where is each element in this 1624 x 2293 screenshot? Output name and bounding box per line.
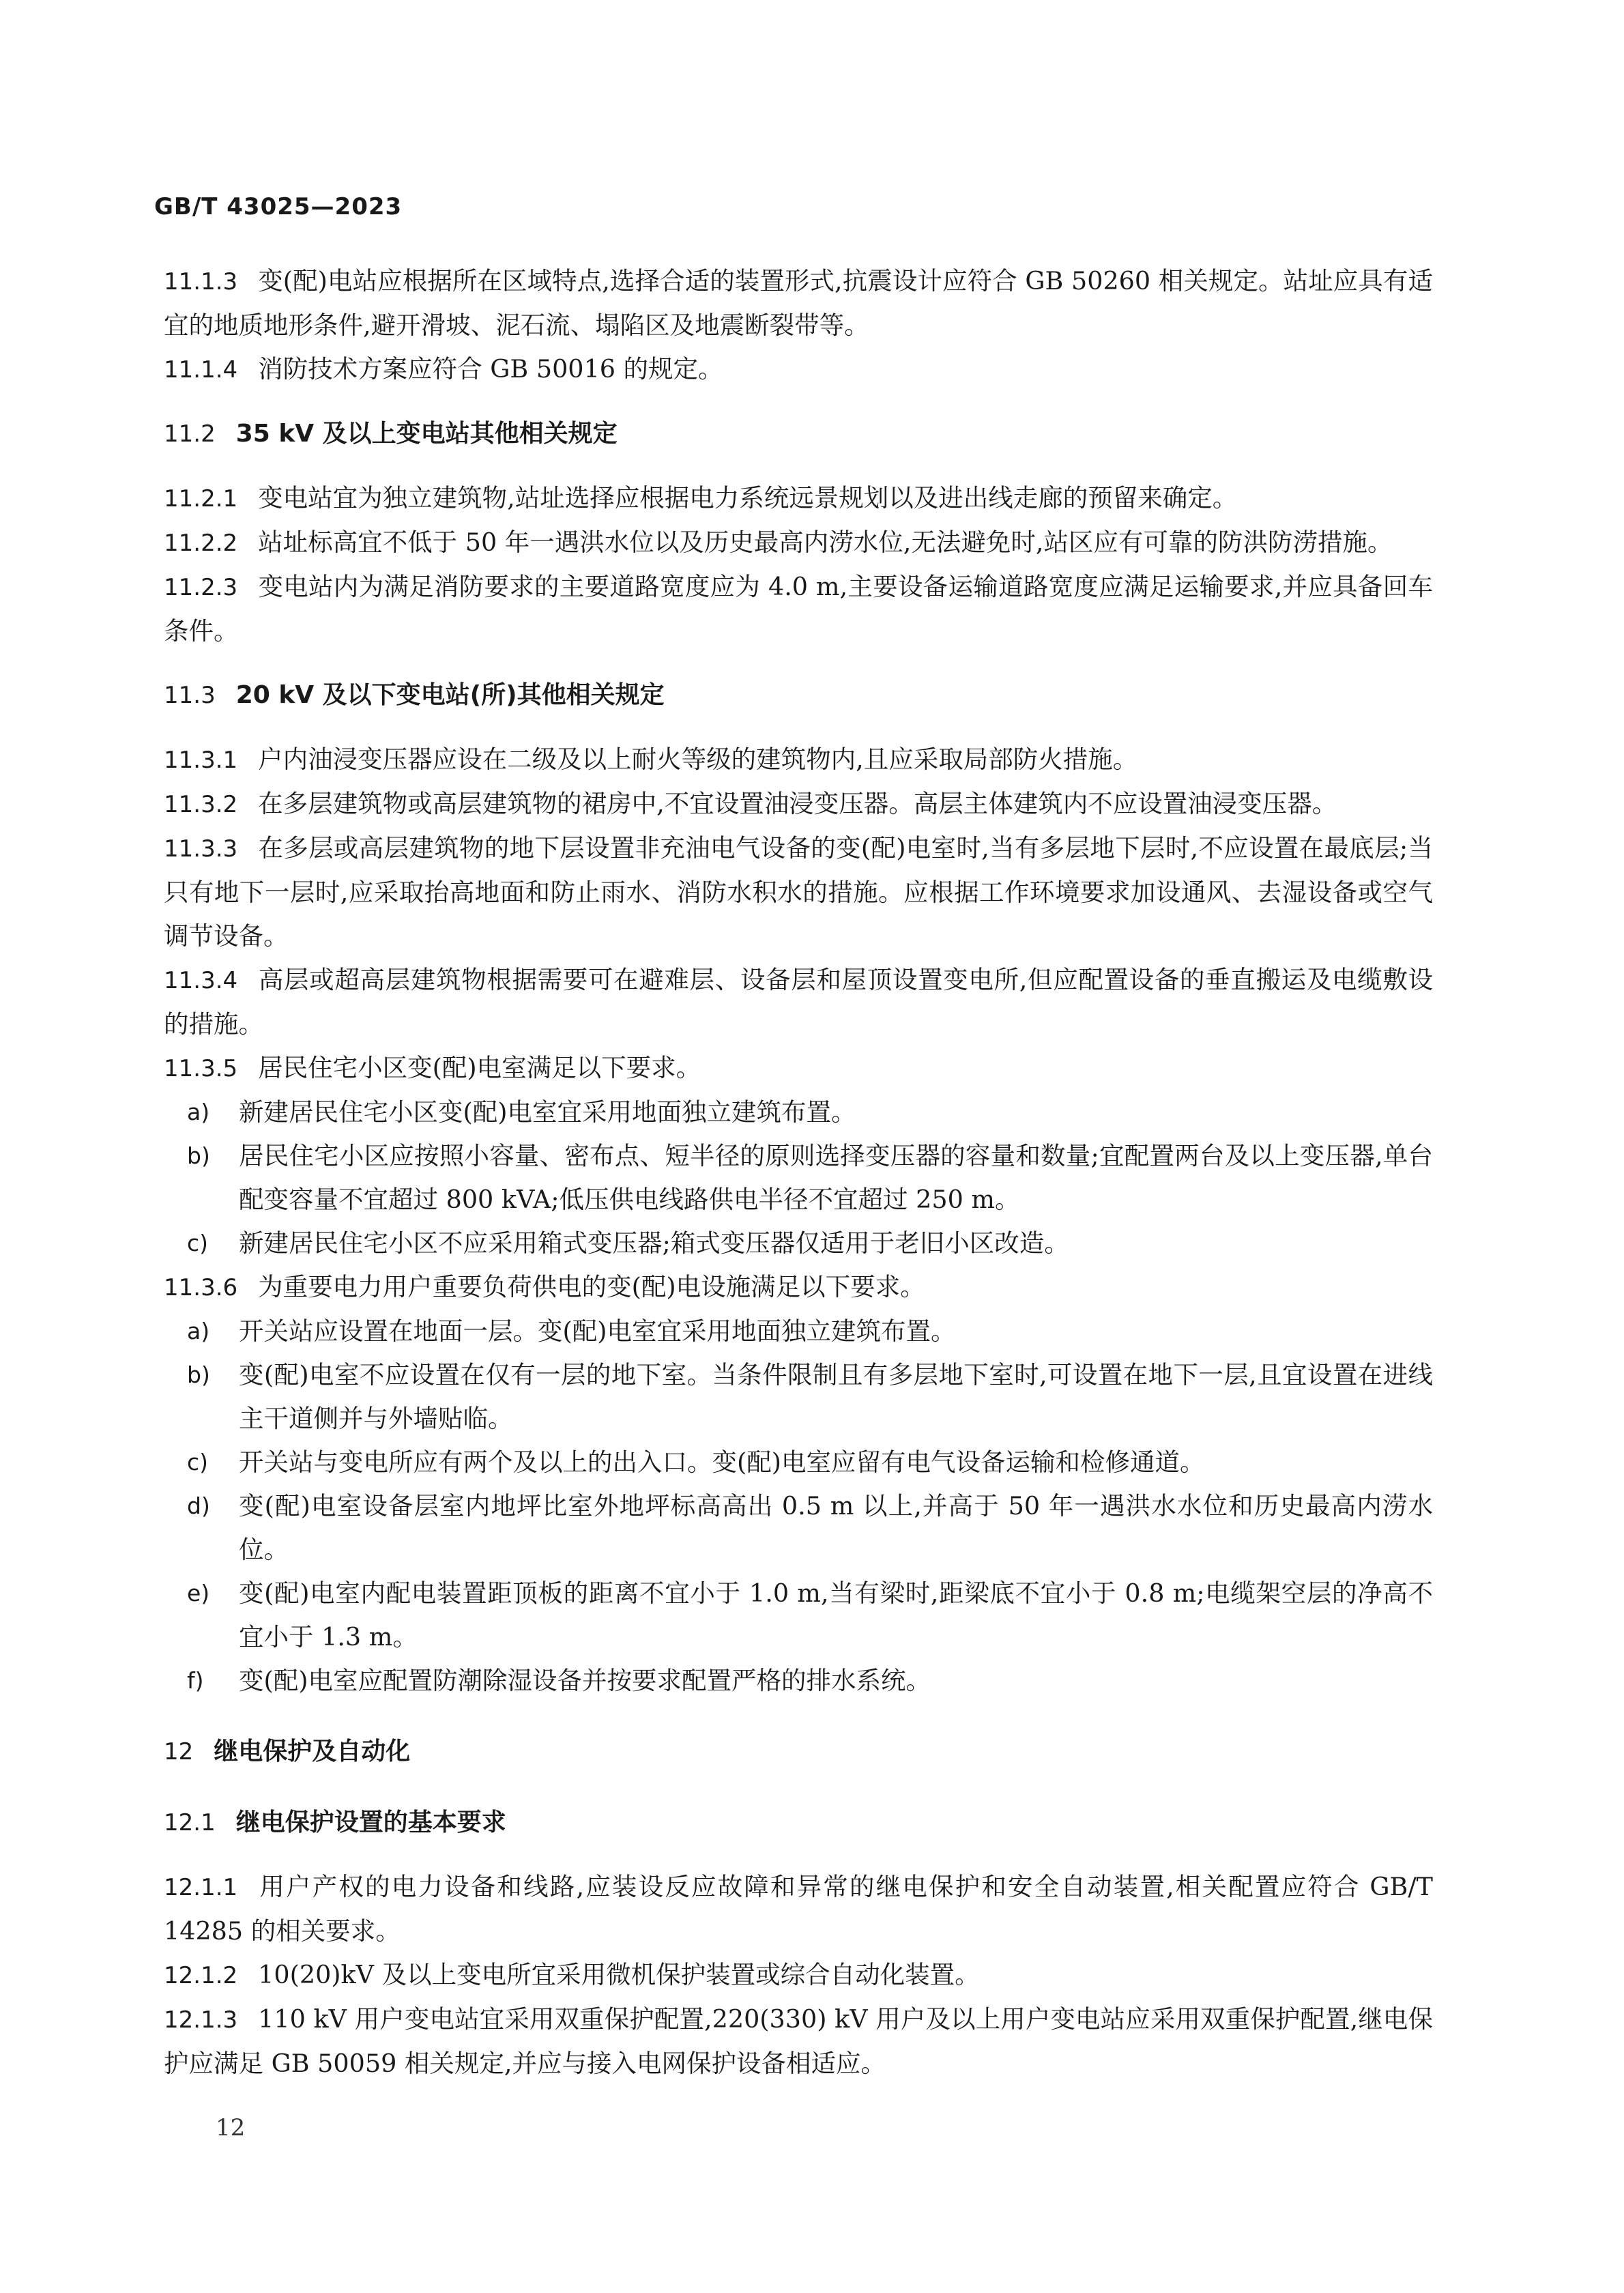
section-heading-11-2 <box>164 412 1433 456</box>
section-title: 20 kV 及以下变电站(所)其他相关规定 <box>235 681 665 709</box>
chapter-number: 12 <box>164 1738 194 1765</box>
clause-11-3-2 <box>164 782 1433 826</box>
clause-number: 11.2.2 <box>164 530 238 557</box>
list-marker: a) <box>187 1318 210 1344</box>
clause-text: 用户产权的电力设备和线路,应装设反应故障和异常的继电保护和安全自动装置,相关配置应符合 GB/T 14285 的相关要求。 <box>164 1872 1433 1946</box>
clause-text: 变(配)电站应根据所在区域特点,选择合适的装置形式,抗震设计应符合 GB 50260 相关规定。站址应具有适宜的地质地形条件,避开滑坡、泥石流、塌陷区及地震断裂带等。 <box>164 266 1433 340</box>
list-item-text: 变(配)电室不应设置在仅有一层的地下室。当条件限制且有多层地下室时,可设置在地下一层,且宜设置在进线主干道侧并与外墙贴临。 <box>239 1360 1433 1433</box>
clause-number: 12.1.1 <box>164 1874 238 1901</box>
section-number: 12.1 <box>164 1809 216 1836</box>
list-marker: e) <box>187 1580 210 1606</box>
clause-12-1-2 <box>164 1953 1433 1998</box>
section-number: 11.3 <box>164 682 216 709</box>
document-code: GB/T 43025—2023 <box>154 193 403 220</box>
clause-11-3-6 <box>164 1265 1433 1310</box>
clause-12-1-1 <box>164 1865 1433 1953</box>
list-item-text: 变(配)电室应配置防潮除湿设备并按要求配置严格的排水系统。 <box>239 1666 931 1695</box>
list-item-text: 居民住宅小区应按照小容量、密布点、短半径的原则选择变压器的容量和数量;宜配置两台及以上变压器,单台配变容量不宜超过 800 kVA;低压供电线路供电半径不宜超过 250 m。 <box>239 1141 1433 1214</box>
list-marker: d) <box>187 1492 210 1519</box>
page-content <box>164 259 1433 2086</box>
clause-text: 高层或超高层建筑物根据需要可在避难层、设备层和屋顶设置变电所,但应配置设备的垂直搬运及电缆敷设的措施。 <box>164 965 1433 1039</box>
clause-text: 站址标高宜不低于 50 年一遇洪水位以及历史最高内涝水位,无法避免时,站区应有可靠的防洪防涝措施。 <box>258 528 1393 557</box>
list-item <box>164 1134 1433 1222</box>
list-item <box>164 1441 1433 1484</box>
list-marker: c) <box>187 1230 209 1256</box>
clause-number: 11.2.3 <box>164 574 238 601</box>
section-number: 11.2 <box>164 420 216 448</box>
clause-number: 11.1.4 <box>164 356 238 384</box>
list-item <box>164 1572 1433 1659</box>
clause-number: 11.3.1 <box>164 747 238 774</box>
clause-text: 户内油浸变压器应设在二级及以上耐火等级的建筑物内,且应采取局部防火措施。 <box>258 745 1138 774</box>
clause-number: 11.3.5 <box>164 1055 238 1082</box>
clause-11-1-3 <box>164 259 1433 347</box>
clause-text: 110 kV 用户变电站宜采用双重保护配置,220(330) kV 用户及以上用户变电站应采用双重保护配置,继电保护应满足 GB 50059 相关规定,并应与接入电网保护设备相适应。 <box>164 2004 1433 2078</box>
list-item-text: 新建居民住宅小区变(配)电室宜采用地面独立建筑布置。 <box>239 1097 856 1127</box>
clause-11-3-3 <box>164 826 1433 958</box>
clause-number: 11.1.3 <box>164 268 238 295</box>
clause-text: 在多层建筑物或高层建筑物的裙房中,不宜设置油浸变压器。高层主体建筑内不应设置油浸变压器。 <box>258 789 1337 818</box>
section-title: 35 kV 及以上变电站其他相关规定 <box>235 420 618 448</box>
clause-number: 11.3.6 <box>164 1274 238 1301</box>
list-item-text: 开关站与变电所应有两个及以上的出入口。变(配)电室应留有电气设备运输和检修通道。 <box>239 1447 1205 1477</box>
clause-text: 为重要电力用户重要负荷供电的变(配)电设施满足以下要求。 <box>258 1272 925 1301</box>
list-item <box>164 1659 1433 1703</box>
clause-number: 11.2.1 <box>164 485 238 513</box>
clause-11-3-5 <box>164 1046 1433 1091</box>
list-marker: c) <box>187 1449 209 1475</box>
list-item <box>164 1222 1433 1265</box>
section-heading-11-3 <box>164 674 1433 717</box>
clause-number: 12.1.2 <box>164 1962 238 1989</box>
section-heading-12-1 <box>164 1801 1433 1845</box>
clause-text: 居民住宅小区变(配)电室满足以下要求。 <box>258 1053 701 1082</box>
chapter-heading-12 <box>164 1730 1433 1774</box>
clause-number: 11.3.2 <box>164 791 238 818</box>
clause-11-3-4 <box>164 958 1433 1046</box>
list-marker: b) <box>187 1361 210 1388</box>
page-number: 12 <box>216 2114 246 2141</box>
clause-11-2-2 <box>164 521 1433 565</box>
list-marker: f) <box>187 1667 204 1694</box>
chapter-title: 继电保护及自动化 <box>214 1737 411 1765</box>
clause-text: 在多层或高层建筑物的地下层设置非充油电气设备的变(配)电室时,当有多层地下层时,不应设置在最底层;当只有地下一层时,应采取抬高地面和防止雨水、消防水积水的措施。应根据工作环境要求加设通风、去湿设备或空气调节设备。 <box>164 833 1433 951</box>
clause-text: 变电站宜为独立建筑物,站址选择应根据电力系统远景规划以及进出线走廊的预留来确定。 <box>258 483 1238 513</box>
clause-11-1-4 <box>164 347 1433 392</box>
clause-11-2-1 <box>164 476 1433 521</box>
list-item <box>164 1310 1433 1353</box>
list-item <box>164 1353 1433 1441</box>
clause-text: 10(20)kV 及以上变电所宜采用微机保护装置或综合自动化装置。 <box>258 1960 980 1989</box>
list-item-text: 变(配)电室设备层室内地坪比室外地坪标高高出 0.5 m 以上,并高于 50 年一遇洪水水位和历史最高内涝水位。 <box>239 1491 1433 1564</box>
clause-number: 12.1.3 <box>164 2006 238 2034</box>
list-item-text: 变(配)电室内配电装置距顶板的距离不宜小于 1.0 m,当有梁时,距梁底不宜小于 0.8 m;电缆架空层的净高不宜小于 1.3 m。 <box>239 1578 1433 1652</box>
list-item-text: 开关站应设置在地面一层。变(配)电室宜采用地面独立建筑布置。 <box>239 1316 956 1346</box>
clause-12-1-3 <box>164 1998 1433 2086</box>
clause-number: 11.3.3 <box>164 835 238 863</box>
list-item <box>164 1484 1433 1572</box>
clause-11-2-3 <box>164 565 1433 653</box>
list-marker: a) <box>187 1099 210 1125</box>
list-marker: b) <box>187 1142 210 1169</box>
clause-text: 变电站内为满足消防要求的主要道路宽度应为 4.0 m,主要设备运输道路宽度应满足运输要求,并应具备回车条件。 <box>164 572 1433 646</box>
clause-text: 消防技术方案应符合 GB 50016 的规定。 <box>258 354 723 384</box>
clause-11-3-1 <box>164 738 1433 782</box>
list-item <box>164 1091 1433 1134</box>
section-title: 继电保护设置的基本要求 <box>235 1808 506 1836</box>
list-item-text: 新建居民住宅小区不应采用箱式变压器;箱式变压器仅适用于老旧小区改造。 <box>239 1228 1069 1258</box>
clause-number: 11.3.4 <box>164 967 238 994</box>
